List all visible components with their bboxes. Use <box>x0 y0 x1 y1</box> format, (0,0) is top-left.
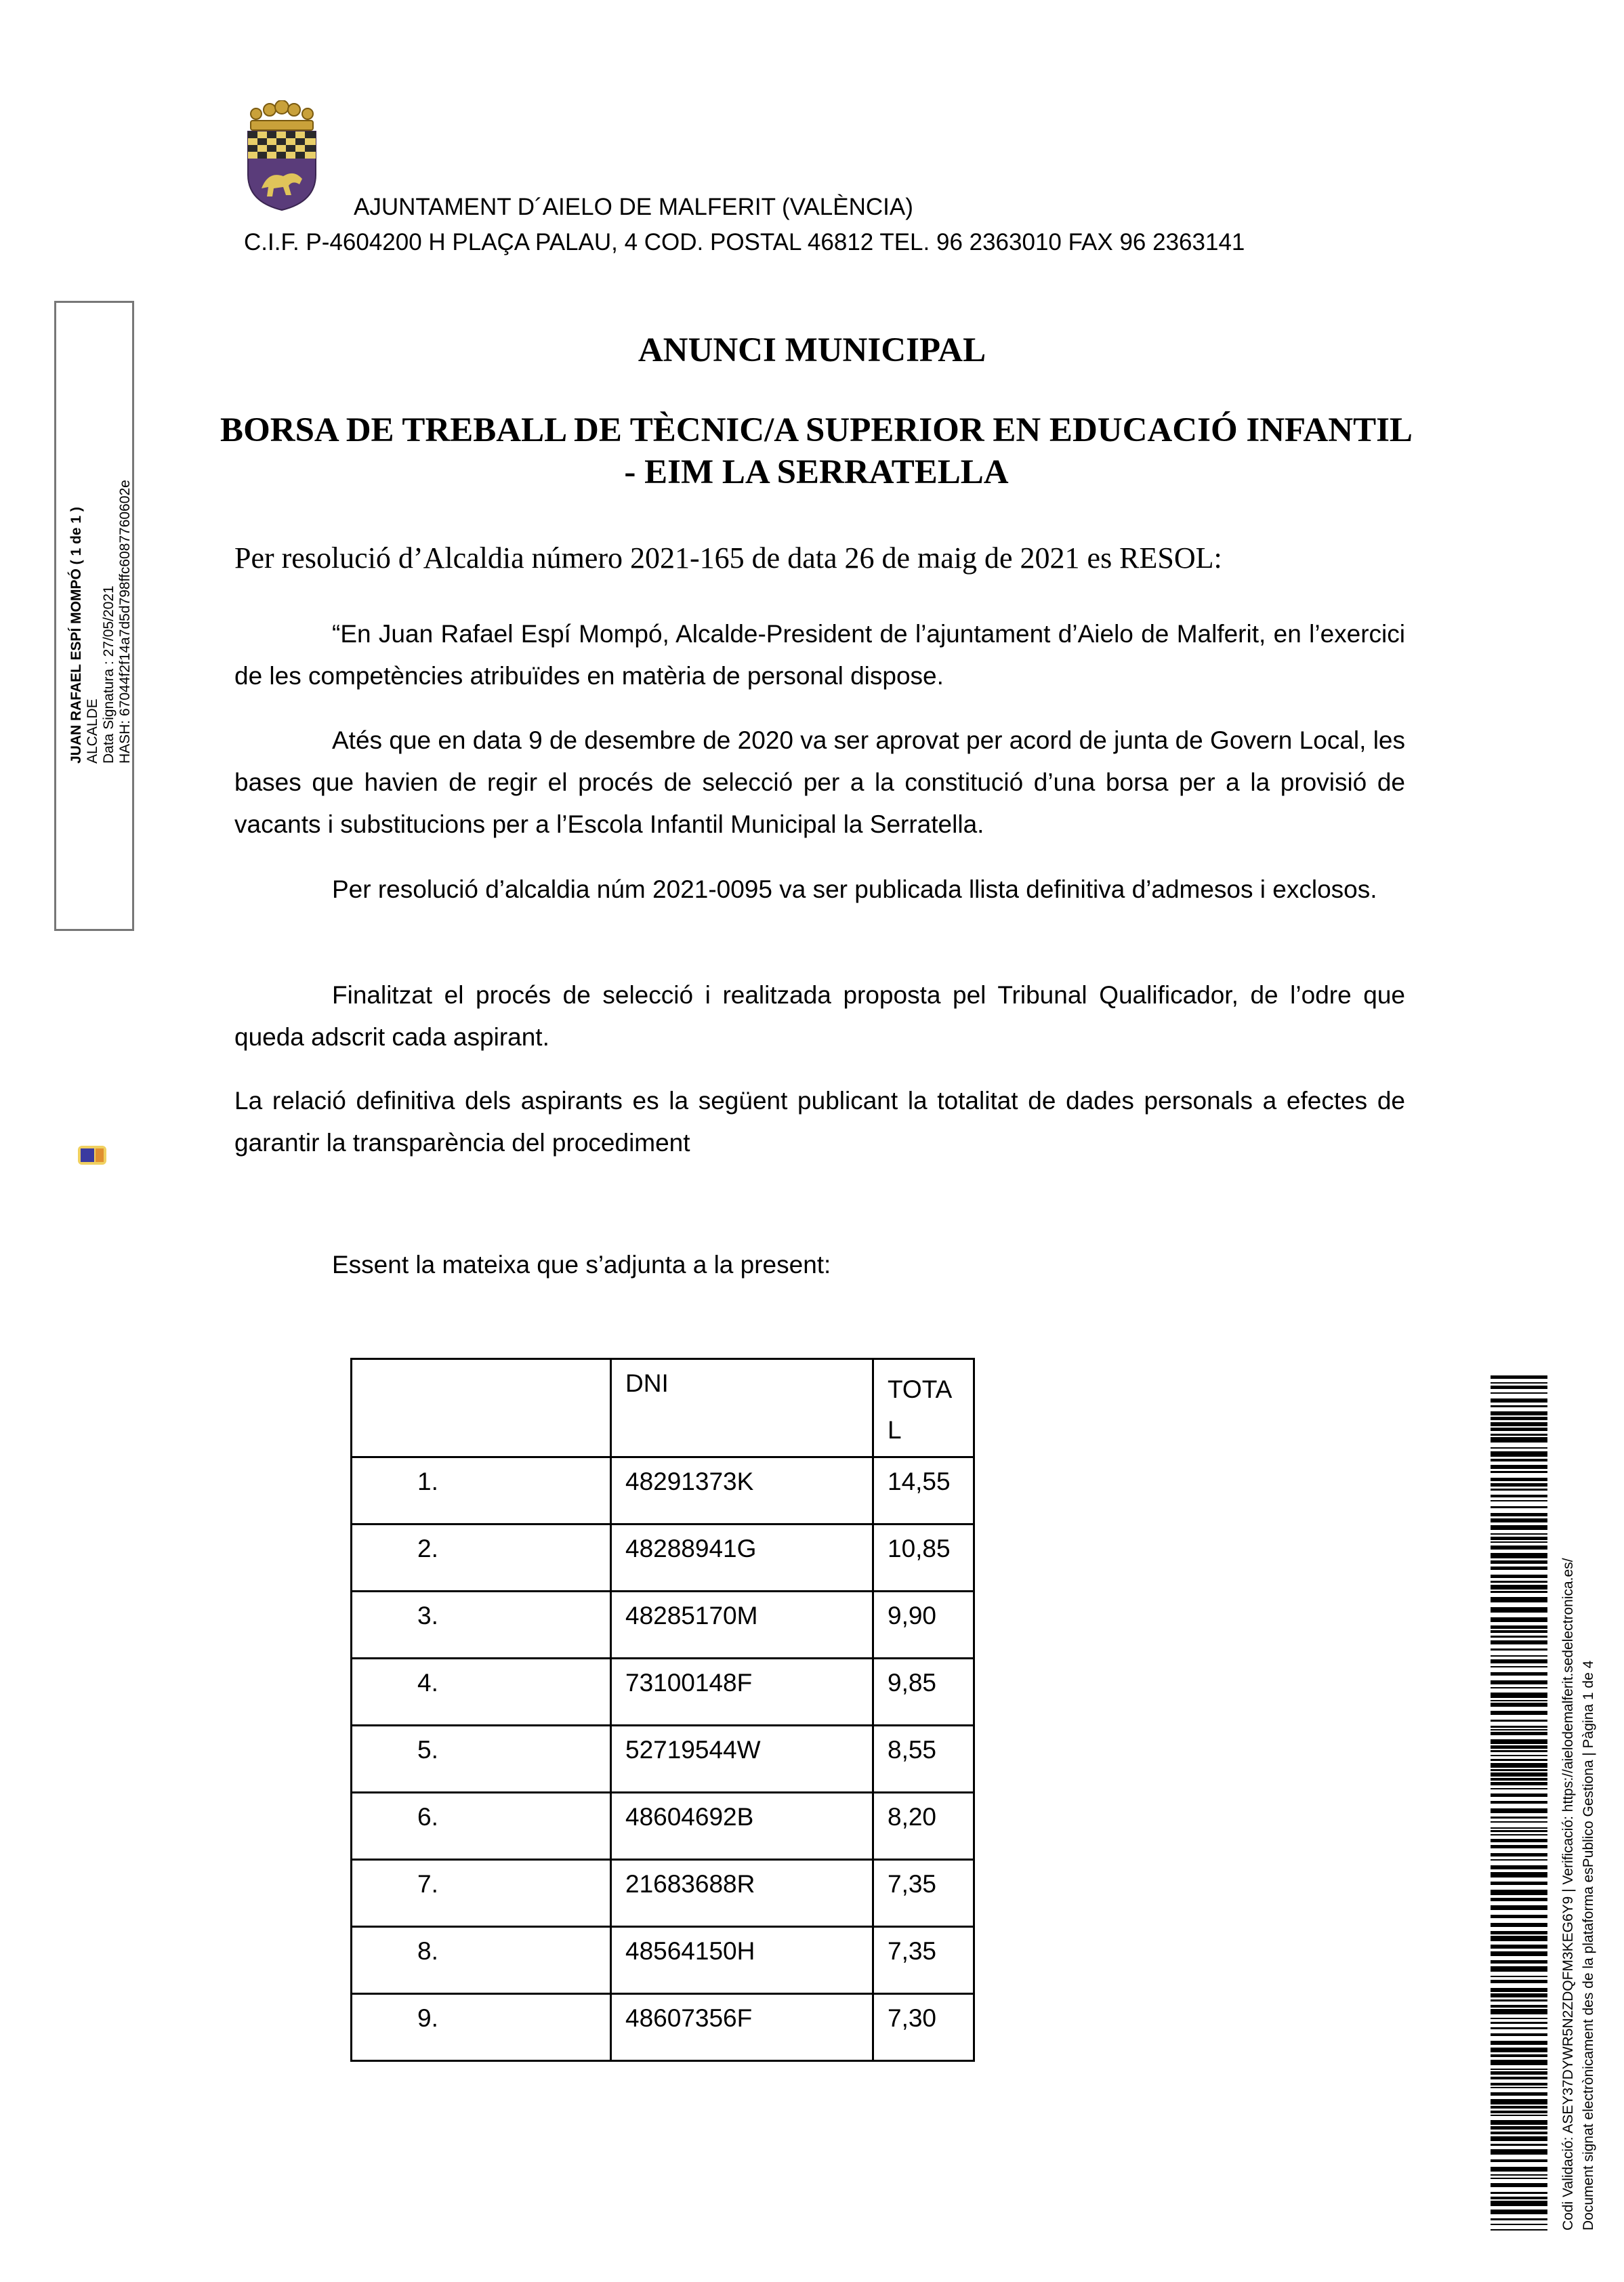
total-cell: 8,55 <box>873 1726 974 1793</box>
paragraph-3: Per resolució d’alcaldia núm 2021-0095 va ser publicada llista definitiva d’admesos i exclosos. <box>332 875 1377 903</box>
verification-footer <box>1558 1375 1599 2231</box>
paragraph-2: Atés que en data 9 de desembre de 2020 va ser aprovat per acord de junta de Govern Local, les bases que havien de regir el procés de selecció per a la constitució d’una borsa per a la provisió de vacants i substitucions per a l’Escola Infantil Municipal la Serratella. <box>234 726 1405 838</box>
table-row <box>352 1927 974 1994</box>
signature-date: Data Signatura : 27/05/2021 <box>101 585 117 764</box>
small-crest-icon <box>77 1143 108 1167</box>
table-row <box>352 1659 974 1726</box>
signature-stamp <box>54 301 134 931</box>
dni-cell: 52719544W <box>611 1726 873 1793</box>
dni-cell: 48288941G <box>611 1524 873 1592</box>
municipal-crest-icon <box>241 100 322 213</box>
rank-cell: 6. <box>352 1793 611 1860</box>
rank-cell: 5. <box>352 1726 611 1793</box>
total-cell: 9,90 <box>873 1592 974 1659</box>
document-subtitle: BORSA DE TREBALL DE TÈCNIC/A SUPERIOR EN EDUCACIÓ INFANTIL - EIM LA SERRATELLA <box>220 411 1413 491</box>
organization-contact: C.I.F. P-4604200 H PLAÇA PALAU, 4 COD. POSTAL 46812 TEL. 96 2363010 FAX 96 2363141 <box>244 229 1245 255</box>
signature-hash: HASH: 67044f2f14a7d5d798ffc6087760602e <box>117 480 133 764</box>
table-row <box>352 1457 974 1524</box>
dni-cell: 48604692B <box>611 1793 873 1860</box>
total-cell: 7,35 <box>873 1860 974 1927</box>
table-row <box>352 1726 974 1793</box>
table-header-row <box>352 1359 974 1457</box>
table-header-cell: DNI <box>611 1359 873 1457</box>
total-cell: 9,85 <box>873 1659 974 1726</box>
total-cell: 7,35 <box>873 1927 974 1994</box>
paragraph-4: Finalitzat el procés de selecció i realitzada proposta pel Tribunal Qualificador, de l’odre que queda adscrit cada aspirant. <box>234 981 1405 1051</box>
dni-cell: 48607356F <box>611 1994 873 2061</box>
rank-cell: 7. <box>352 1860 611 1927</box>
dni-cell: 73100148F <box>611 1659 873 1726</box>
results-table <box>350 1358 975 2062</box>
table-row <box>352 1524 974 1592</box>
signer-name: JUAN RAFAEL ESPÍ MOMPÓ ( 1 de 1 ) <box>68 507 84 764</box>
table-row <box>352 1793 974 1860</box>
rank-cell: 1. <box>352 1457 611 1524</box>
rank-cell: 9. <box>352 1994 611 2061</box>
dni-cell: 21683688R <box>611 1860 873 1927</box>
total-cell: 7,30 <box>873 1994 974 2061</box>
organization-name: AJUNTAMENT D´AIELO DE MALFERIT (VALÈNCIA) <box>354 194 913 220</box>
rank-cell: 4. <box>352 1659 611 1726</box>
paragraph-5: La relació definitiva dels aspirants es la següent publicant la totalitat de dades personals a efectes de garantir la transparència del procediment <box>234 1087 1405 1157</box>
rank-cell: 8. <box>352 1927 611 1994</box>
verification-code: Codi Validació: ASEY37DYWR5N2ZDQFM3KEG6Y9 | Verificació: https://aielodemalferit.sedelectronica.es/ <box>1560 1558 1576 2231</box>
document-title: ANUNCI MUNICIPAL <box>638 331 986 369</box>
dni-cell: 48285170M <box>611 1592 873 1659</box>
table-row <box>352 1994 974 2061</box>
total-cell: 8,20 <box>873 1793 974 1860</box>
signer-role: ALCALDE <box>85 699 100 764</box>
verification-platform: Document signat electrònicament des de la plataforma esPublico Gestiona | Pàgina 1 de 4 <box>1581 1660 1596 2231</box>
table-header-cell <box>352 1359 611 1457</box>
total-cell: 10,85 <box>873 1524 974 1592</box>
table-row <box>352 1592 974 1659</box>
barcode-icon <box>1491 1375 1547 2231</box>
rank-cell: 2. <box>352 1524 611 1592</box>
resolution-intro: Per resolució d’Alcaldia número 2021-165 de data 26 de maig de 2021 es RESOL: <box>234 541 1222 575</box>
rank-cell: 3. <box>352 1592 611 1659</box>
dni-cell: 48564150H <box>611 1927 873 1994</box>
total-cell: 14,55 <box>873 1457 974 1524</box>
dni-cell: 48291373K <box>611 1457 873 1524</box>
paragraph-6: Essent la mateixa que s’adjunta a la present: <box>332 1251 831 1279</box>
table-header-cell: TOTAL <box>873 1359 974 1457</box>
table-row <box>352 1860 974 1927</box>
paragraph-1: “En Juan Rafael Espí Mompó, Alcalde-President de l’ajuntament d’Aielo de Malferit, en l’exercici de les competències atribuïdes en matèria de personal dispose. <box>234 620 1405 690</box>
